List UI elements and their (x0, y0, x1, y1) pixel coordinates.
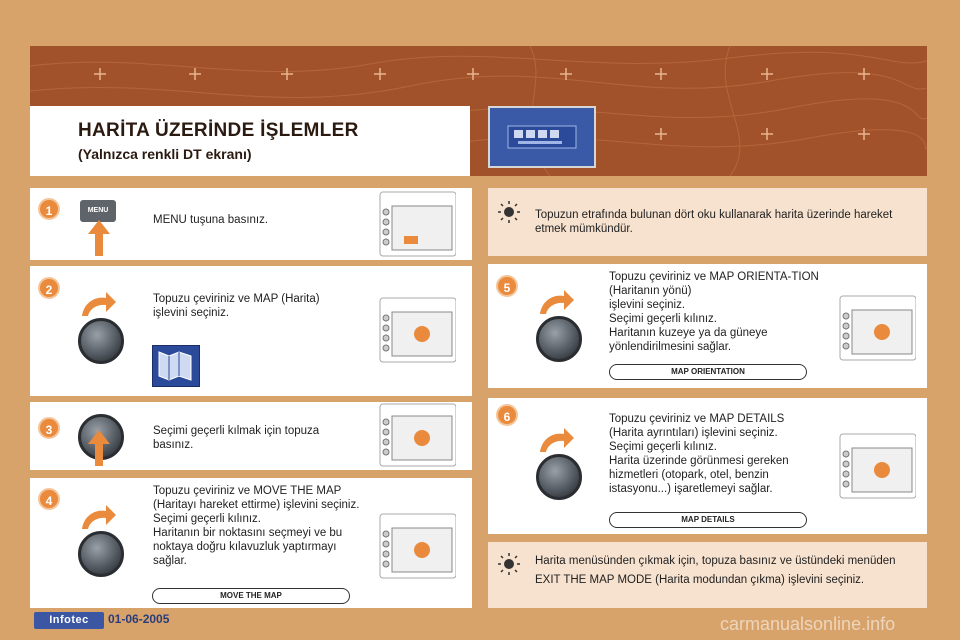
knob-icon (536, 454, 582, 500)
press-arrow-icon (88, 220, 110, 256)
step-2-text: Topuzu çeviriniz ve MAP (Harita) işlevini seçiniz. (153, 293, 320, 319)
knob-icon (536, 316, 582, 362)
map-icon (152, 345, 200, 387)
move-the-map-label: MOVE THE MAP (152, 588, 350, 604)
step-4-text: Topuzu çeviriniz ve MOVE THE MAP (Haritayı hareket ettirme) işlevini seçiniz. Seçimi geçerli kılınız. Haritanın bir noktasını seçmeyi ve bu noktaya doğru kılavuzluk yaptırmayı sağlar. (153, 485, 360, 567)
step-6-text: Topuzu çeviriniz ve MAP DETAILS (Harita ayrıntıları) işlevini seçiniz. Seçimi geçerli kılınız. Harita üzerinde görünmesi gereken hizmetleri (otopark, otel, benzin istasyonu...) işaretlemeyi sağlar. (609, 413, 789, 495)
rotate-arrow-icon (538, 428, 574, 454)
step-6-number: 6 (496, 404, 518, 426)
step-1-number: 1 (38, 198, 60, 220)
screen-icons (490, 108, 594, 166)
radio-panel-icon (838, 294, 916, 364)
display-screen-illustration (488, 106, 596, 168)
lightbulb-icon (497, 200, 521, 224)
step-3-text: Seçimi geçerli kılmak için topuza basınız. (153, 425, 320, 451)
knob-icon (78, 318, 124, 364)
knob-icon (78, 531, 124, 577)
rotate-arrow-icon (80, 292, 116, 318)
step-1-text: MENU tuşuna basınız. (153, 214, 269, 226)
menu-key: MENU (80, 200, 116, 222)
footer-date: 01-06-2005 (108, 612, 170, 626)
watermark: carmanualsonline.info (720, 614, 896, 634)
step-2-number: 2 (38, 277, 60, 299)
radio-panel-icon (838, 432, 916, 502)
page-subtitle: (Yalnızca renkli DT ekranı) (78, 146, 252, 162)
map-orientation-label: MAP ORIENTATION (609, 364, 807, 380)
step-5-number: 5 (496, 275, 518, 297)
radio-panel-icon (378, 512, 456, 582)
press-arrow-icon (88, 430, 110, 466)
rotate-arrow-icon (538, 290, 574, 316)
tip-1-text: Topuzun etrafında bulunan dört oku kullanarak harita üzerinde hareket etmek mümkündür. (535, 209, 893, 235)
step-4-number: 4 (38, 488, 60, 510)
lightbulb-icon (497, 552, 521, 576)
radio-panel-icon (378, 402, 456, 472)
radio-panel-icon (378, 296, 456, 366)
page-title: HARİTA ÜZERİNDE İŞLEMLER (78, 120, 359, 141)
tip-2-text: Harita menüsünden çıkmak için, topuza basınız ve üstündeki menüden EXIT THE MAP MODE (Harita modundan çıkma) işlevini seçiniz. (535, 555, 896, 586)
step-5-text: Topuzu çeviriniz ve MAP ORIENTA-TION (Haritanın yönü) işlevini seçiniz. Seçimi geçerli kılınız. Haritanın kuzeye ya da güneye yönlendirilmesini sağlar. (609, 271, 819, 353)
radio-panel-icon (378, 190, 456, 260)
map-details-label: MAP DETAILS (609, 512, 807, 528)
step-3-number: 3 (38, 417, 60, 439)
rotate-arrow-icon (80, 505, 116, 531)
infotec-logo: Infotec (34, 612, 104, 629)
